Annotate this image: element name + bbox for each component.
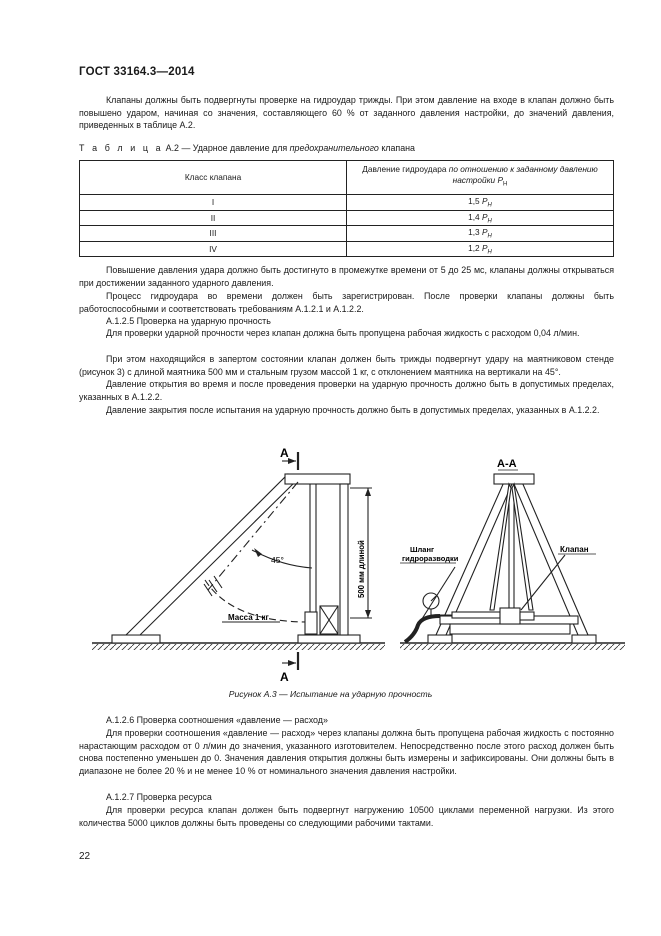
table-label: Т а б л и ц а <box>79 143 164 153</box>
ground-hatch-left <box>92 644 385 650</box>
paragraph-pendulum: При этом находящийся в запертом состоянии клапан должен быть трижды подвергнут удару на маятниковом стенде (рисунок 3) с длиной маятника 500 мм и стальным грузом массой 1 кг, с отклонением маятника на вертикали на 45°. <box>79 354 614 377</box>
top-beam <box>285 474 350 484</box>
figure-length-label: 500 мм длиной <box>357 540 366 598</box>
aa-pipe <box>452 612 500 618</box>
aa-top-beam <box>494 474 534 484</box>
figure-mass-label: Масса 1 кг <box>228 613 269 622</box>
col-header-pressure-italic: по отношению к заданному давлению настройки <box>448 164 598 186</box>
angle-arrow <box>254 548 262 557</box>
aa-base-left <box>428 635 452 643</box>
col-header-class: Класс клапана <box>80 161 347 195</box>
aa-base-right <box>572 635 596 643</box>
paragraph-impact-flow: Для проверки ударной прочности через клапан должна быть пропущена рабочая жидкость с расходом 0,04 л/мин. <box>106 328 580 338</box>
table-title-end: клапана <box>381 143 415 153</box>
table-header-row <box>80 161 614 195</box>
base-plate-right <box>298 635 360 643</box>
base-plate-left <box>112 635 160 643</box>
col-header-subscript: Н <box>503 181 508 188</box>
paragraph-opening-pressure: Давление открытия во время и после проведения проверки на ударную прочность должно быть в допустимых пределах, указанных в А.1.2.2. <box>79 379 614 402</box>
figure-valve-label: Клапан <box>560 545 589 554</box>
figure-hose-label-1: Шланг <box>410 545 435 554</box>
aa-test-bed-lower <box>450 624 570 634</box>
cell-class: III <box>80 226 347 242</box>
figure-label-a-bottom: А <box>280 670 289 684</box>
aa-valve-outlet <box>520 612 534 620</box>
table-title-italic: предохранительного <box>289 143 379 153</box>
paragraph-closing-pressure: Давление закрытия после испытания на ударную прочность должно быть в допустимых пределах, указанных в А.1.2.2. <box>106 405 600 415</box>
valve-block <box>305 612 317 634</box>
impact-test-figure <box>0 430 661 685</box>
section-a127-heading: А.1.2.7 Проверка ресурса <box>106 792 212 802</box>
vertical-column <box>340 484 348 635</box>
figure-hose-label-2: гидроразводки <box>402 554 459 563</box>
table-row <box>80 241 614 257</box>
shock-pressure-table <box>79 160 614 257</box>
cell-class: II <box>80 210 347 226</box>
page-header: ГОСТ 33164.3—2014 <box>79 66 195 78</box>
col-header-pressure-text: Давление гидроудара <box>362 164 447 175</box>
paragraph-registration: Процесс гидроудара во времени должен быть зарегистрирован. После проверки клапаны должны быть работоспособными и соответствовать требованиям А.1.2.1 и А.1.2.2. <box>79 291 614 314</box>
figure-label-a-top: А <box>280 446 289 460</box>
section-a126-heading: А.1.2.6 Проверка соотношения «давление — расход» <box>106 715 328 725</box>
figure-label-section: А-А <box>497 458 517 470</box>
col-header-pressure <box>347 161 614 195</box>
col-header-symbol: P <box>497 175 504 186</box>
cell-pressure: 1,3 $P_Н$ <box>347 226 614 242</box>
table-row <box>80 195 614 211</box>
pendulum-swing-line <box>208 482 298 590</box>
cell-pressure: 1,2 $P_Н$ <box>347 241 614 257</box>
table-row <box>80 226 614 242</box>
table-row <box>80 210 614 226</box>
paragraph-pressure-flow: Для проверки соотношения «давление — расход» через клапаны должна быть пропущена рабочая жидкость с постоянно нарастающим расходом от 0 л/мин до значения, указанного изготовителем. Непосредственно после этого расход должен быть снова постепенно уменьшен до 0. Значения давления открытия должны быть измерены и зафиксированы. Они должны быть в диапазоне не более 20 % и не менее 10 % от номинального значения давления настройки. <box>79 728 614 776</box>
table-title <box>79 143 415 153</box>
swing-tick-1 <box>214 576 222 588</box>
paragraph-resource: Для проверки ресурса клапан должен быть подвергнут нагружению 10500 циклами переменной нагрузки. Из этого количества 5000 циклов должны быть проведены со следующими рабочими тактами. <box>79 805 614 828</box>
page-number: 22 <box>79 851 91 862</box>
paragraph-shock-timing: Повышение давления удара должно быть достигнуто в промежутке времени от 5 до 25 мс, клапаны должны открываться при достижении заданного ударного давления. <box>79 265 614 288</box>
cell-class: IV <box>80 241 347 257</box>
table-title-text: А.2 — Ударное давление для <box>165 143 288 153</box>
section-a125-heading: А.1.2.5 Проверка на ударную прочность <box>106 316 271 326</box>
ground-hatch-right <box>400 644 625 650</box>
aa-valve-body <box>500 608 520 624</box>
figure-caption: Рисунок А.3 — Испытание на ударную прочность <box>228 689 433 699</box>
cell-pressure: 1,5 $P_Н$ <box>347 195 614 211</box>
cell-class: I <box>80 195 347 211</box>
paragraph-hydroshock-intro: Клапаны должны быть подвергнуты проверке на гидроудар трижды. При этом давление на входе в клапан должно быть повышено ударом, начиная со значения, составляющего 60 % от заданного давления настройки, до значений давления, приведенных в таблице А.2. <box>79 95 614 131</box>
cell-pressure: 1,4 $P_Н$ <box>347 210 614 226</box>
figure-angle-label: 45° <box>271 555 284 565</box>
